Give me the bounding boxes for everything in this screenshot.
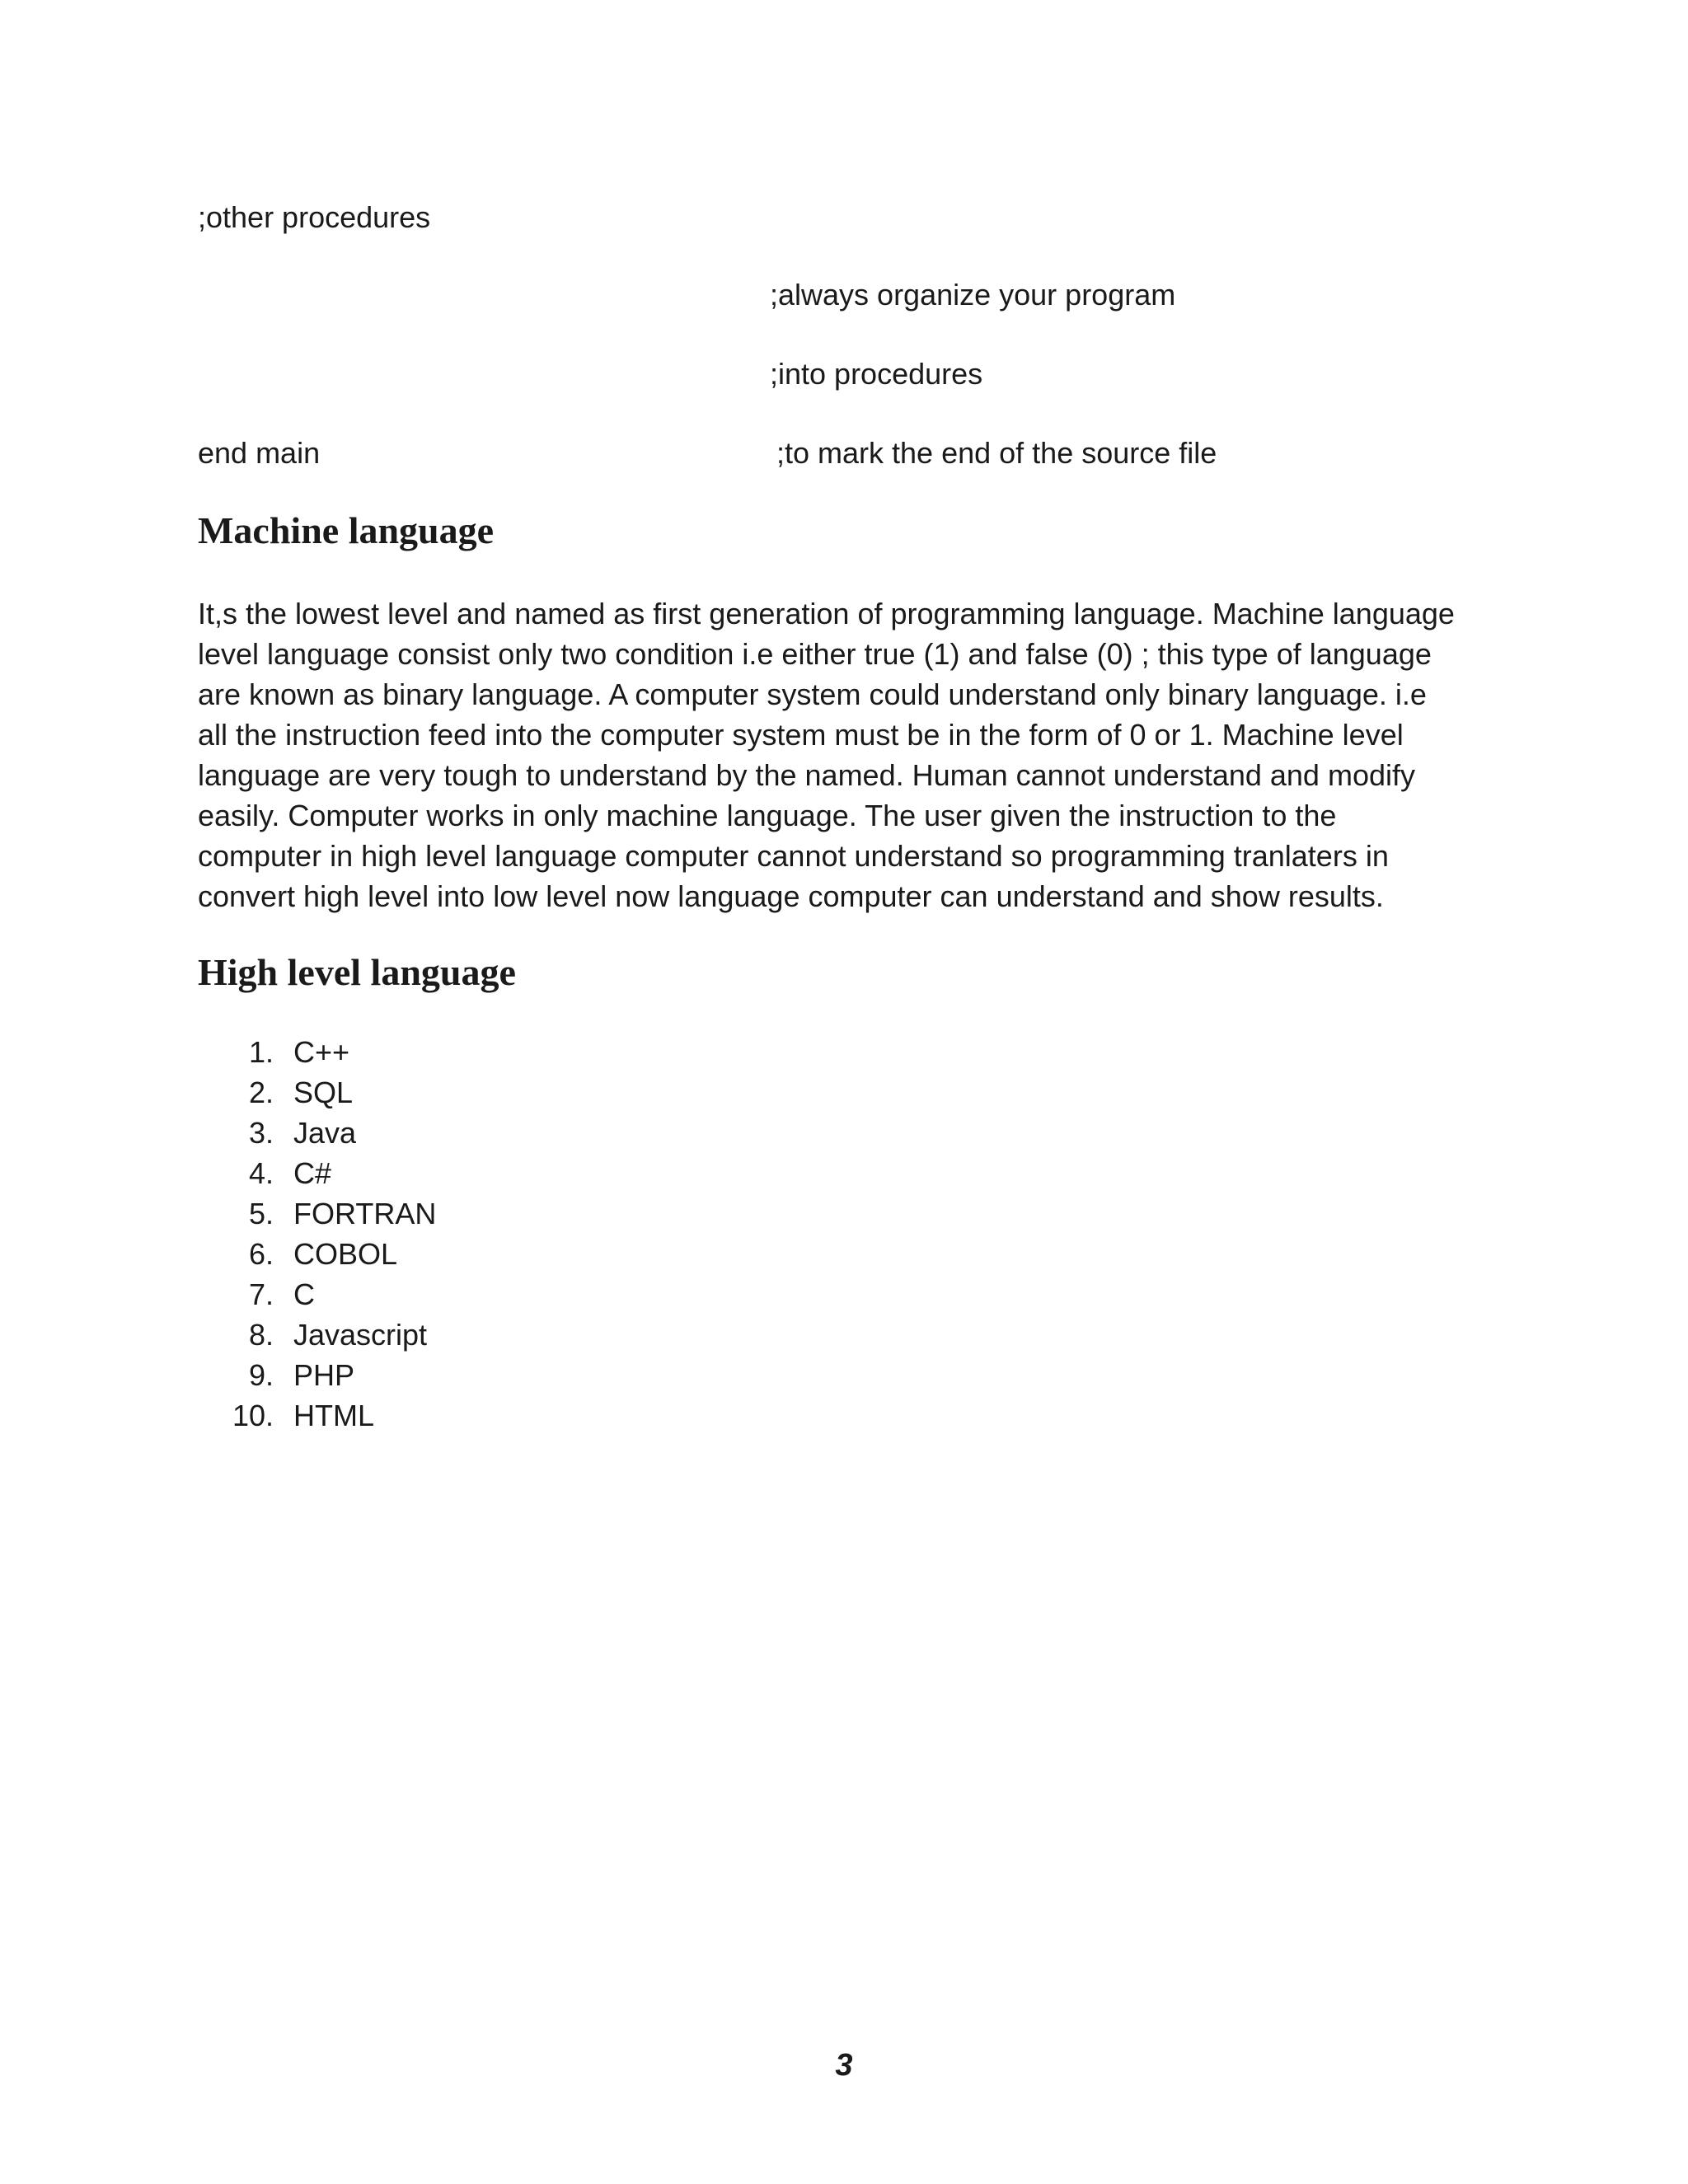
code-comment-end-of-source: ;to mark the end of the source file — [776, 436, 1217, 470]
paragraph-line: It,s the lowest level and named as first generation of programming language. Machine language — [198, 597, 1455, 630]
paragraph-line: language are very tough to understand by the named. Human cannot understand and modify — [198, 758, 1415, 792]
list-item-text: Javascript — [293, 1318, 428, 1352]
paragraph-line: convert high level into low level now language computer can understand and show results. — [198, 879, 1384, 913]
list-item-text: C — [293, 1277, 315, 1311]
paragraph-line: are known as binary language. A computer system could understand only binary language. i.e — [198, 677, 1427, 711]
paragraph-line: computer in high level language computer cannot understand so programming tranlaters in — [198, 839, 1389, 873]
code-end-main: end main — [198, 436, 321, 470]
list-number: 1. — [248, 1035, 274, 1069]
code-comment-into-procedures: ;into procedures — [770, 357, 983, 391]
list-number: 3. — [248, 1116, 274, 1150]
high-level-language-heading: High level language — [198, 951, 516, 993]
paragraph-line: easily. Computer works in only machine language. The user given the instruction to the — [198, 799, 1337, 832]
list-number: 6. — [248, 1237, 274, 1271]
list-item-text: C++ — [293, 1035, 350, 1069]
code-comment-other-procedures: ;other procedures — [198, 200, 431, 234]
list-number: 10. — [232, 1399, 274, 1432]
list-item-text: PHP — [293, 1358, 355, 1392]
list-number: 9. — [248, 1358, 274, 1392]
list-number: 8. — [248, 1318, 274, 1352]
list-item-text: Java — [293, 1116, 357, 1150]
list-number: 4. — [248, 1156, 274, 1190]
code-comment-organize-program: ;always organize your program — [770, 278, 1176, 312]
list-item-text: HTML — [293, 1399, 374, 1432]
paragraph-line: level language consist only two condition i.e either true (1) and false (0) ; this type of language — [198, 637, 1432, 671]
list-item-text: SQL — [293, 1076, 354, 1109]
list-item-text: FORTRAN — [293, 1197, 437, 1230]
list-number: 5. — [248, 1197, 274, 1230]
list-number: 2. — [248, 1076, 274, 1109]
machine-language-heading: Machine language — [198, 509, 495, 551]
list-item-text: C# — [293, 1156, 332, 1190]
machine-language-paragraph — [198, 593, 1508, 916]
paragraph-line: all the instruction feed into the computer system must be in the form of 0 or 1. Machine level — [198, 718, 1404, 752]
list-number: 7. — [248, 1277, 274, 1311]
list-item-text: COBOL — [293, 1237, 398, 1271]
page-number: 3 — [835, 2048, 853, 2083]
